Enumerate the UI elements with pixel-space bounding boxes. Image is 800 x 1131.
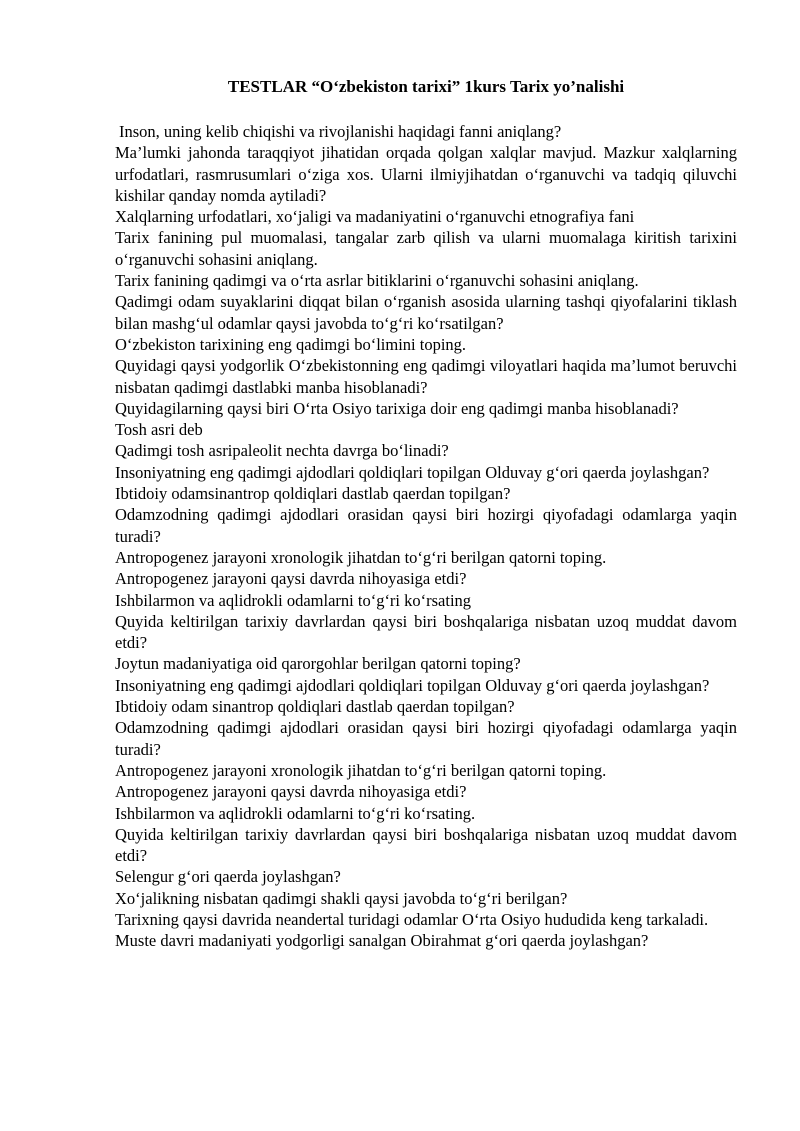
question-text: Ma’lumki jahonda taraqqiyot jihatidan orqada qolgan xalqlar mavjud. Mazkur xalqlarning urfodatlari, rasmrusumlari o‘ziga xos. Ularni ilmiyjihatdan o‘rganuvchi va tadqiq qiluvchi kishilar qanday nomda aytiladi? [115, 143, 737, 205]
question-text: Ibtidoiy odamsinantrop qoldiqlari dastlab qaerdan topilgan? [115, 484, 511, 504]
question-text: Selengur g‘ori qaerda joylashgan? [115, 867, 341, 887]
question-text: Quyida keltirilgan tarixiy davrlardan qaysi biri boshqalariga nisbatan uzoq muddat davom etdi? [115, 611, 737, 653]
question-text: Inson, uning kelib chiqishi va rivojlanishi haqidagi fanni aniqlang? [119, 122, 562, 141]
question-text: Tosh asri deb [115, 420, 203, 440]
question-text: Tarixning qaysi davrida neandertal turidagi odamlar O‘rta Osiyo hududida keng tarkaladi. [115, 909, 709, 929]
question-text: Joytun madaniyatiga oid qarorgohlar berilgan qatorni toping? [115, 654, 521, 674]
question-text: Antropogenez jarayoni qaysi davrda nihoyasiga etdi? [115, 569, 467, 589]
question-text: Insoniyatning eng qadimgi ajdodlari qoldiqlari topilgan Olduvay g‘ori qaerda joylashgan? [115, 675, 710, 695]
question-text: Antropogenez jarayoni qaysi davrda nihoyasiga etdi? [115, 782, 467, 802]
question-text: Xalqlarning urfodatlari, xo‘jaligi va madaniyatini o‘rganuvchi etnografiya fani [115, 207, 635, 227]
question-text: Tarix fanining pul muomalasi, tangalar zarb qilish va ularni muomalaga kiritish tarixini o‘rganuvchi sohasini aniqlang. [115, 228, 737, 269]
question-text: Quyidagi qaysi yodgorlik O‘zbekistonning eng qadimgi viloyatlari haqida ma’lumot beruvchi nisbatan qadimgi dastlabki manba hisoblanadi? [115, 356, 737, 397]
question-text: Antropogenez jarayoni xronologik jihatdan to‘g‘ri berilgan qatorni toping. [115, 760, 607, 780]
question-text: Antropogenez jarayoni xronologik jihatdan to‘g‘ri berilgan qatorni toping. [115, 547, 607, 567]
question-text: Tarix fanining qadimgi va o‘rta asrlar bitiklarini o‘rganuvchi sohasini aniqlang. [115, 271, 639, 291]
question-text: Odamzodning qadimgi ajdodlari orasidan qaysi biri hozirgi qiyofadagi odamlarga yaqin turadi? [115, 505, 737, 546]
question-text: Qadimgi odam suyaklarini diqqat bilan o‘rganish asosida ularning tashqi qiyofalarini tiklash bilan mashg‘ul odamlar qaysi javobda to‘g‘ri ko‘rsatilgan? [115, 292, 737, 333]
question-text: Ishbilarmon va aqlidrokli odamlarni to‘g‘ri ko‘rsating [115, 590, 472, 610]
question-text: O‘zbekiston tarixining eng qadimgi bo‘limini toping. [115, 334, 467, 354]
question-text: Muste davri madaniyati yodgorligi sanalgan Obirahmat g‘ori qaerda joylashgan? [115, 931, 649, 951]
question-text: Quyida keltirilgan tarixiy davrlardan qaysi biri boshqalariga nisbatan uzoq muddat davom etdi? [115, 824, 737, 866]
question-text: Insoniyatning eng qadimgi ajdodlari qoldiqlari topilgan Olduvay g‘ori qaerda joylashgan? [115, 462, 710, 482]
questions-list [115, 121, 737, 952]
question-text: Qadimgi tosh asripaleolit nechta davrga bo‘linadi? [115, 441, 449, 461]
document-title: TESTLAR “O‘zbekiston tarixi” 1kurs Tarix yo’nalishi [227, 77, 625, 96]
question-text: Ibtidoiy odam sinantrop qoldiqlari dastlab qaerdan topilgan? [115, 697, 515, 717]
question-text: Ishbilarmon va aqlidrokli odamlarni to‘g‘ri ko‘rsating. [115, 803, 476, 823]
question-text: Odamzodning qadimgi ajdodlari orasidan qaysi biri hozirgi qiyofadagi odamlarga yaqin turadi? [115, 718, 737, 759]
question-text: Xo‘jalikning nisbatan qadimgi shakli qaysi javobda to‘g‘ri berilgan? [115, 888, 568, 908]
question-text: Quyidagilarning qaysi biri O‘rta Osiyo tarixiga doir eng qadimgi manba hisoblanadi? [115, 398, 679, 418]
